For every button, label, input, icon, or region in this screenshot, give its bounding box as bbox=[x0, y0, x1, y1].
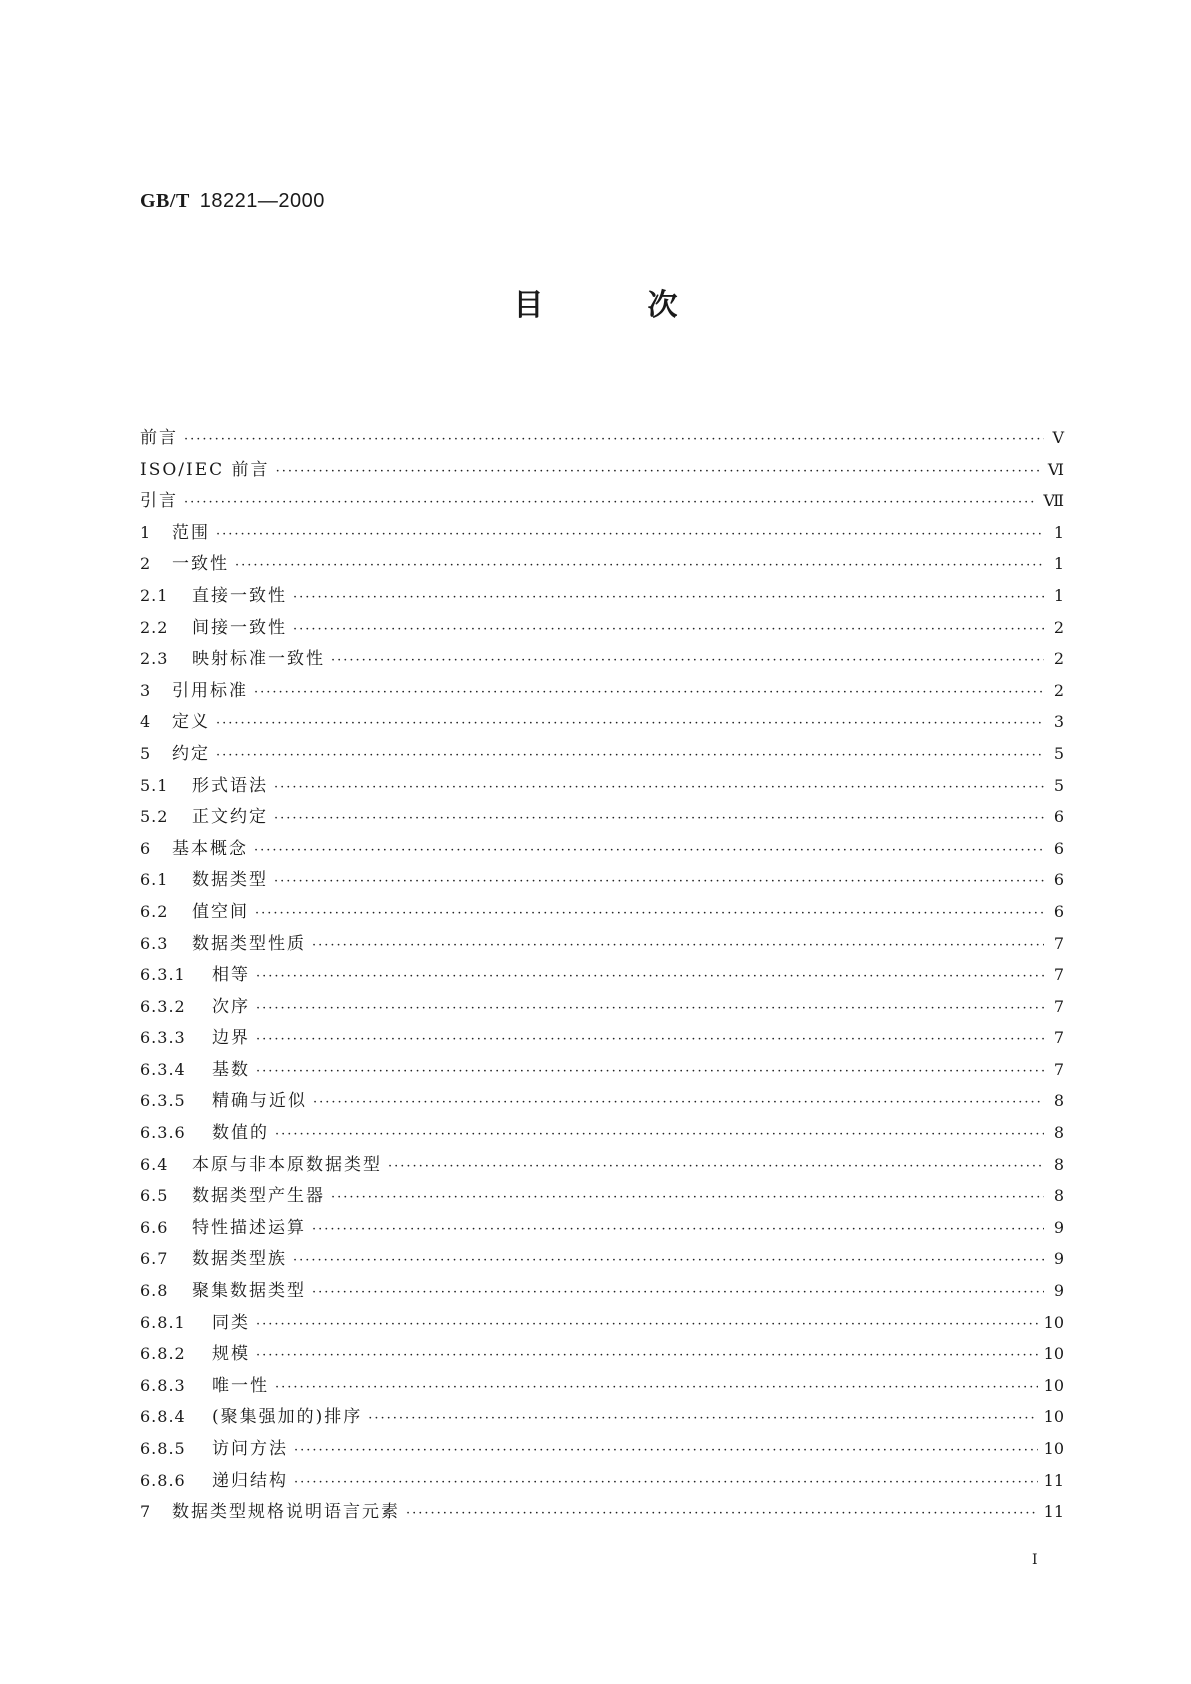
toc-entry-leader bbox=[216, 716, 1044, 731]
toc-entry[interactable] bbox=[140, 1118, 1064, 1150]
toc-entry-label: 定义 bbox=[172, 712, 210, 733]
toc-entry[interactable] bbox=[140, 486, 1064, 518]
toc-entry-number: 1 bbox=[140, 522, 152, 542]
toc-entry-label: 本原与非本原数据类型 bbox=[192, 1154, 382, 1175]
toc-entry[interactable] bbox=[140, 549, 1064, 581]
toc-entry-leader bbox=[256, 1032, 1044, 1047]
toc-entry-label: 前言 bbox=[140, 428, 178, 448]
toc-entry-label: 一致性 bbox=[172, 554, 229, 575]
toc-entry[interactable] bbox=[140, 1023, 1064, 1055]
toc-entry[interactable] bbox=[140, 423, 1064, 455]
toc-entry-leader bbox=[293, 622, 1044, 637]
toc-entry-label: 次序 bbox=[212, 996, 250, 1017]
toc-entry-page: 3 bbox=[1053, 712, 1064, 732]
toc-entry-page: 1 bbox=[1053, 522, 1064, 542]
toc-entry-label: (聚集强加的)排序 bbox=[212, 1407, 363, 1428]
toc-entry-leader bbox=[294, 1475, 1038, 1490]
toc-entry[interactable] bbox=[140, 1086, 1064, 1118]
toc-entry-page: 1 bbox=[1053, 554, 1064, 574]
toc-entry-label: 数据类型产生器 bbox=[192, 1186, 325, 1207]
toc-entry-leader bbox=[293, 1253, 1044, 1268]
toc-entry-leader bbox=[235, 558, 1044, 573]
toc-entry-page: 6 bbox=[1053, 838, 1064, 858]
toc-entry[interactable] bbox=[140, 834, 1064, 866]
toc-entry-number: 6.3.2 bbox=[140, 996, 186, 1016]
toc-entry-label: 规模 bbox=[212, 1344, 250, 1365]
toc-entry-label: 同类 bbox=[212, 1312, 250, 1333]
toc-entry[interactable] bbox=[140, 1181, 1064, 1213]
toc-entry-page: 2 bbox=[1053, 617, 1064, 637]
toc-entry-label: 引言 bbox=[140, 491, 178, 512]
toc-entry-number: 5 bbox=[140, 743, 152, 763]
toc-entry-number: 5.1 bbox=[140, 775, 169, 795]
toc-entry-leader bbox=[184, 432, 1044, 447]
toc-entry[interactable] bbox=[140, 581, 1064, 613]
toc-entry-number: 6.8.6 bbox=[140, 1470, 186, 1490]
toc-entry[interactable] bbox=[140, 455, 1064, 487]
toc-entry-leader bbox=[256, 1348, 1038, 1363]
toc-entry-page: 5 bbox=[1053, 743, 1064, 763]
toc-entry-leader bbox=[293, 590, 1044, 605]
toc-entry-page: 11 bbox=[1043, 1470, 1064, 1490]
toc-entry-leader bbox=[313, 1095, 1044, 1110]
toc-entry[interactable] bbox=[140, 1497, 1064, 1529]
toc-entry-number: 6.1 bbox=[140, 870, 169, 890]
toc-entry-leader bbox=[274, 874, 1044, 889]
toc-entry-page: 6 bbox=[1053, 870, 1064, 890]
toc-entry-label: 递归结构 bbox=[212, 1470, 288, 1491]
toc-entry-leader bbox=[406, 1506, 1038, 1521]
toc-entry-label: ISO/IEC 前言 bbox=[140, 459, 270, 480]
toc-entry-page: 6 bbox=[1053, 901, 1064, 921]
toc-entry-leader bbox=[216, 527, 1044, 542]
toc-entry[interactable] bbox=[140, 613, 1064, 645]
toc-entry-label: 数据类型性质 bbox=[192, 933, 306, 954]
toc-entry-leader bbox=[368, 1411, 1037, 1426]
toc-entry-leader bbox=[312, 938, 1044, 953]
toc-entry-leader bbox=[256, 1317, 1038, 1332]
toc-entry-page: 1 bbox=[1053, 585, 1064, 605]
toc-entry-number: 6.8.2 bbox=[140, 1344, 186, 1364]
toc-entry-number: 6.8.3 bbox=[140, 1375, 186, 1395]
toc-entry-number: 7 bbox=[140, 1502, 152, 1522]
toc-entry-number: 4 bbox=[140, 712, 152, 732]
toc-entry[interactable] bbox=[140, 1466, 1064, 1498]
toc-entry-leader bbox=[256, 969, 1044, 984]
toc-entry-label: 基本概念 bbox=[172, 838, 248, 859]
toc-entry-page: 8 bbox=[1053, 1091, 1064, 1111]
toc-entry-page: 7 bbox=[1053, 933, 1064, 953]
toc-entry[interactable] bbox=[140, 771, 1064, 803]
toc-entry-leader bbox=[254, 843, 1044, 858]
toc-entry-page: 2 bbox=[1053, 649, 1064, 669]
toc-entry-label: 基数 bbox=[212, 1059, 250, 1080]
table-of-contents bbox=[140, 423, 1064, 1529]
toc-entry-label: 边界 bbox=[212, 1028, 250, 1049]
toc-entry-leader bbox=[274, 780, 1044, 795]
toc-entry-number: 6.8 bbox=[140, 1281, 169, 1301]
toc-entry-number: 6.3.5 bbox=[140, 1091, 186, 1111]
toc-entry-label: 精确与近似 bbox=[212, 1091, 307, 1112]
toc-entry-page: 8 bbox=[1053, 1154, 1064, 1174]
toc-entry-label: 数据类型 bbox=[192, 870, 268, 891]
toc-entry-page: 10 bbox=[1043, 1344, 1064, 1364]
toc-entry[interactable] bbox=[140, 1402, 1064, 1434]
toc-entry-page: 5 bbox=[1053, 775, 1064, 795]
toc-entry-label: 引用标准 bbox=[172, 680, 248, 701]
toc-entry-number: 2.2 bbox=[140, 617, 169, 637]
toc-entry[interactable] bbox=[140, 1339, 1064, 1371]
toc-entry-leader bbox=[312, 1222, 1044, 1237]
toc-entry-leader bbox=[331, 1190, 1044, 1205]
toc-entry-label: 范围 bbox=[172, 522, 210, 543]
toc-entry-page: 9 bbox=[1053, 1249, 1064, 1269]
toc-entry-label: 值空间 bbox=[192, 901, 249, 922]
page-folio: Ⅰ bbox=[1032, 1553, 1038, 1568]
toc-title-char-1: 目 bbox=[513, 288, 544, 323]
toc-entry-label: 间接一致性 bbox=[192, 617, 287, 638]
toc-entry-leader bbox=[276, 464, 1042, 479]
toc-entry-page: 7 bbox=[1053, 996, 1064, 1016]
toc-entry[interactable] bbox=[140, 929, 1064, 961]
toc-entry-label: 正文约定 bbox=[192, 807, 268, 828]
toc-entry[interactable] bbox=[140, 802, 1064, 834]
toc-entry[interactable] bbox=[140, 992, 1064, 1024]
toc-entry-label: 相等 bbox=[212, 965, 250, 986]
toc-entry-page: 10 bbox=[1043, 1439, 1064, 1458]
toc-entry-number: 6.5 bbox=[140, 1186, 169, 1206]
toc-entry-page: 8 bbox=[1053, 1186, 1064, 1206]
toc-entry[interactable] bbox=[140, 518, 1064, 550]
toc-title bbox=[0, 280, 1191, 324]
toc-entry-number: 2.3 bbox=[140, 649, 169, 669]
toc-entry-leader bbox=[331, 653, 1044, 668]
toc-entry-page: 11 bbox=[1043, 1502, 1064, 1522]
toc-entry-leader bbox=[274, 811, 1044, 826]
toc-entry[interactable] bbox=[140, 644, 1064, 676]
standard-number: 18221—2000 bbox=[199, 190, 325, 212]
standard-prefix: GB/T bbox=[140, 190, 190, 212]
toc-entry[interactable] bbox=[140, 1150, 1064, 1182]
toc-entry[interactable] bbox=[140, 1055, 1064, 1087]
toc-entry-page: 6 bbox=[1053, 807, 1064, 827]
toc-entry[interactable] bbox=[140, 707, 1064, 739]
toc-entry-number: 2.1 bbox=[140, 585, 169, 605]
toc-entry[interactable] bbox=[140, 676, 1064, 708]
toc-entry-number: 6.3.3 bbox=[140, 1028, 186, 1048]
toc-entry-leader bbox=[254, 685, 1044, 700]
toc-entry-page: 10 bbox=[1043, 1312, 1064, 1332]
toc-entry-number: 6.8.1 bbox=[140, 1312, 186, 1332]
toc-entry-number: 6.7 bbox=[140, 1249, 169, 1269]
toc-entry-leader bbox=[255, 906, 1044, 921]
toc-entry-page: 9 bbox=[1053, 1281, 1064, 1301]
toc-entry-label: 特性描述运算 bbox=[192, 1217, 306, 1238]
toc-entry-label: 形式语法 bbox=[192, 775, 268, 796]
toc-entry-page: 2 bbox=[1053, 680, 1064, 700]
toc-entry-page: 10 bbox=[1043, 1407, 1064, 1427]
toc-entry-number: 3 bbox=[140, 680, 152, 700]
toc-entry-label: 直接一致性 bbox=[192, 585, 287, 606]
toc-entry[interactable] bbox=[140, 1213, 1064, 1245]
toc-entry-label: 数值的 bbox=[212, 1123, 269, 1144]
toc-entry-leader bbox=[256, 1001, 1044, 1016]
toc-entry-leader bbox=[184, 495, 1037, 510]
toc-entry-number: 6.8.4 bbox=[140, 1407, 186, 1427]
toc-entry-label: 聚集数据类型 bbox=[192, 1281, 306, 1302]
toc-entry-page: 10 bbox=[1043, 1375, 1064, 1395]
toc-entry[interactable] bbox=[140, 1308, 1064, 1340]
toc-entry[interactable] bbox=[140, 865, 1064, 897]
toc-entry[interactable] bbox=[140, 1371, 1064, 1403]
toc-entry[interactable] bbox=[140, 1244, 1064, 1276]
toc-entry-number: 6 bbox=[140, 838, 152, 858]
toc-entry-number: 6.6 bbox=[140, 1217, 169, 1237]
toc-entry-label: 唯一性 bbox=[212, 1375, 269, 1396]
toc-entry-number: 6.3.6 bbox=[140, 1123, 186, 1143]
toc-entry-label: 数据类型规格说明语言元素 bbox=[172, 1502, 400, 1523]
toc-entry-number: 6.4 bbox=[140, 1154, 169, 1174]
toc-entry-leader bbox=[256, 1064, 1044, 1079]
toc-entry-page: 7 bbox=[1053, 1059, 1064, 1079]
toc-entry[interactable] bbox=[140, 897, 1064, 929]
toc-entry-page: Ⅶ bbox=[1043, 491, 1064, 511]
toc-entry-page: Ⅴ bbox=[1052, 428, 1064, 447]
toc-entry[interactable] bbox=[140, 1276, 1064, 1308]
toc-entry-leader bbox=[275, 1380, 1038, 1395]
toc-entry-number: 6.3.1 bbox=[140, 965, 186, 985]
toc-entry-leader bbox=[312, 1285, 1044, 1300]
toc-title-char-2: 次 bbox=[647, 288, 678, 323]
toc-entry-label: 数据类型族 bbox=[192, 1249, 287, 1270]
toc-entry-page: 7 bbox=[1053, 965, 1064, 985]
toc-entry-leader bbox=[294, 1443, 1038, 1458]
toc-entry-leader bbox=[275, 1127, 1044, 1142]
toc-entry-page: 7 bbox=[1053, 1028, 1064, 1048]
toc-entry[interactable] bbox=[140, 960, 1064, 992]
standard-code bbox=[140, 188, 325, 213]
toc-entry-page: Ⅵ bbox=[1047, 459, 1064, 479]
toc-entry-leader bbox=[216, 748, 1044, 763]
toc-entry-label: 约定 bbox=[172, 743, 210, 764]
toc-entry-number: 6.8.5 bbox=[140, 1439, 186, 1458]
toc-entry-number: 6.2 bbox=[140, 901, 169, 921]
toc-entry-leader bbox=[388, 1159, 1044, 1174]
toc-entry[interactable] bbox=[140, 739, 1064, 771]
toc-entry-number: 2 bbox=[140, 554, 152, 574]
toc-entry-number: 6.3 bbox=[140, 933, 169, 953]
toc-entry-label: 访问方法 bbox=[212, 1439, 288, 1459]
toc-entry[interactable] bbox=[140, 1434, 1064, 1466]
toc-entry-page: 8 bbox=[1053, 1123, 1064, 1143]
toc-entry-page: 9 bbox=[1053, 1217, 1064, 1237]
toc-entry-number: 5.2 bbox=[140, 807, 169, 827]
toc-entry-label: 映射标准一致性 bbox=[192, 649, 325, 670]
toc-entry-number: 6.3.4 bbox=[140, 1059, 186, 1079]
